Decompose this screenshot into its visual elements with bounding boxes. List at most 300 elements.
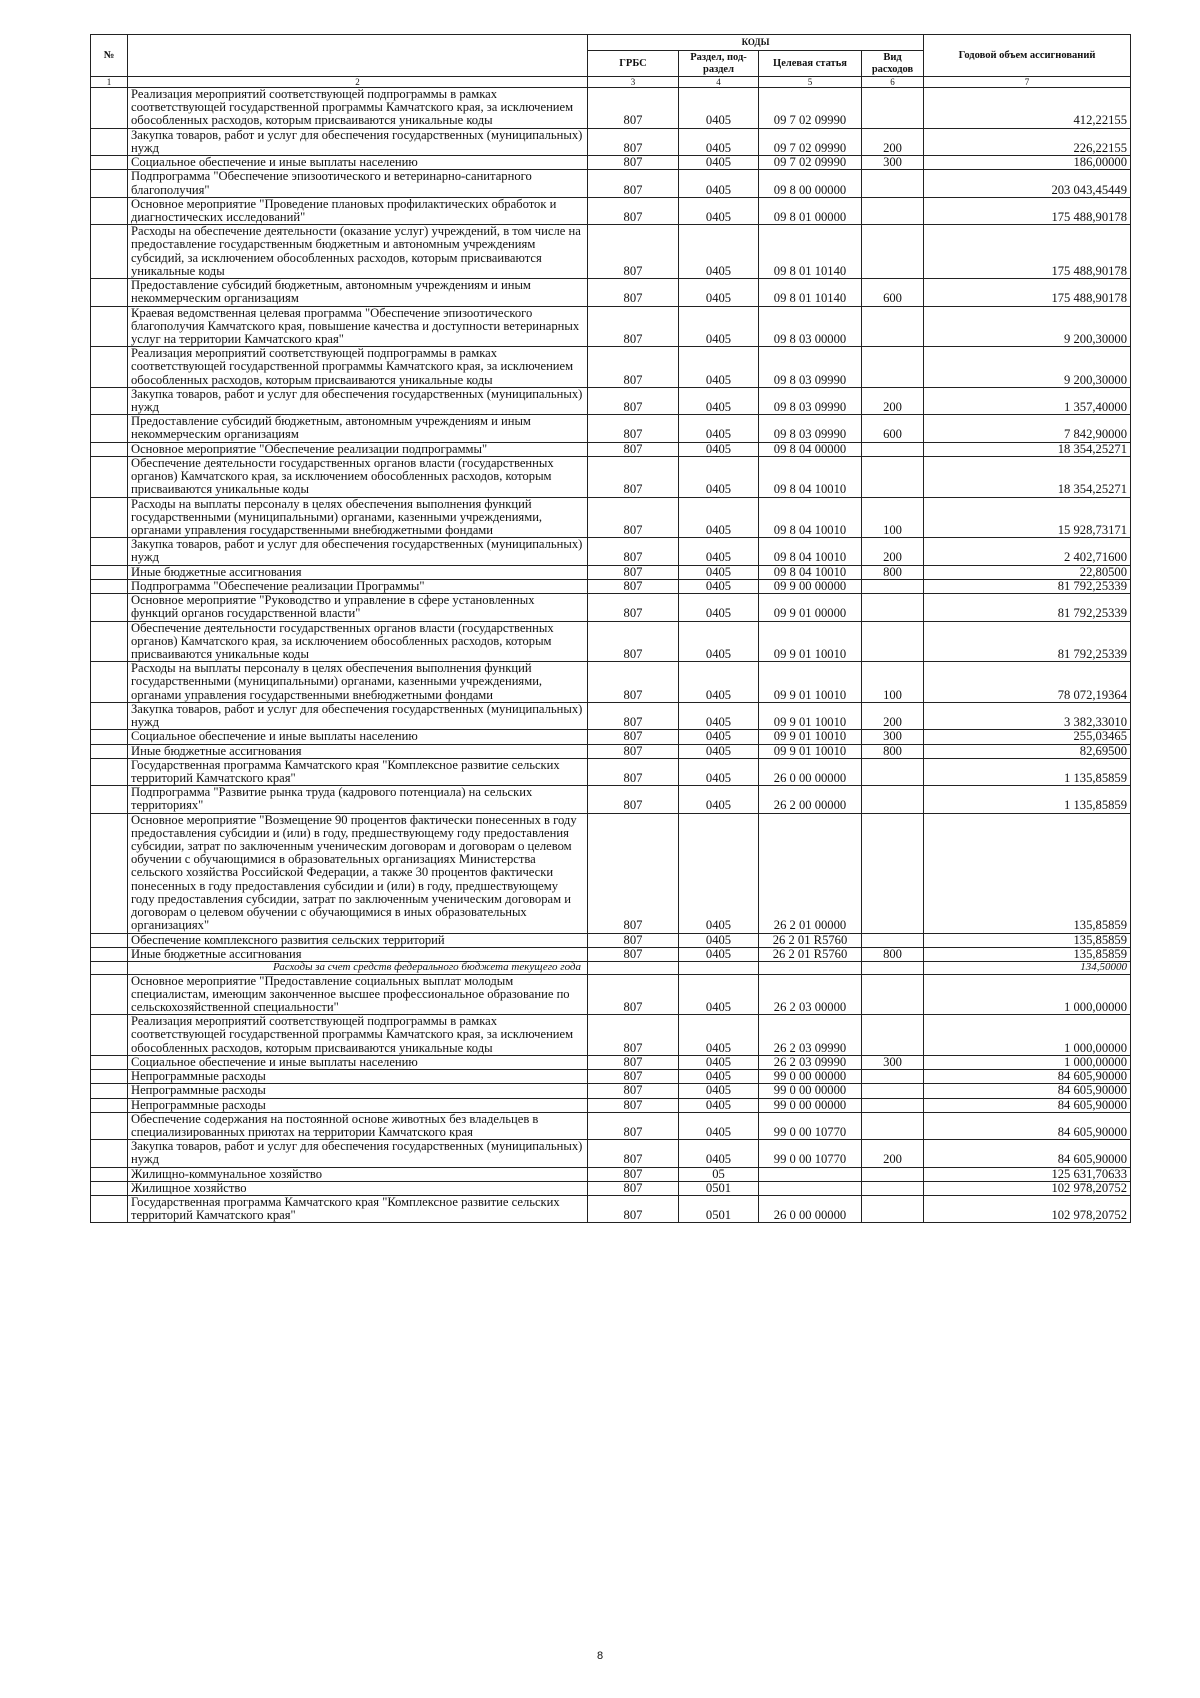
row-target-cell: 26 2 03 00000 — [759, 974, 862, 1015]
table-row — [91, 1098, 1131, 1112]
row-target-cell: 26 2 00 00000 — [759, 786, 862, 813]
row-type-cell: 300 — [862, 156, 924, 170]
row-name-cell: Закупка товаров, работ и услуг для обеспечения государственных (муниципальных) нужд — [128, 702, 588, 729]
row-grbs-cell: 807 — [588, 947, 679, 961]
row-target-cell: 26 2 01 00000 — [759, 813, 862, 933]
row-amount-cell: 18 354,25271 — [924, 456, 1131, 497]
page-number: 8 — [596, 1650, 604, 1662]
row-type-cell: 100 — [862, 662, 924, 703]
row-type-cell — [862, 1167, 924, 1181]
row-index-cell — [91, 387, 128, 414]
row-section-cell: 0405 — [679, 456, 759, 497]
row-index-cell — [91, 594, 128, 621]
row-name-cell: Основное мероприятие "Руководство и управление в сфере установленных функций органов государственной власти" — [128, 594, 588, 621]
row-amount-cell: 81 792,25339 — [924, 579, 1131, 593]
row-index-cell — [91, 1112, 128, 1139]
row-index-cell — [91, 1140, 128, 1167]
row-grbs-cell: 807 — [588, 442, 679, 456]
row-amount-cell: 15 928,73171 — [924, 497, 1131, 538]
row-index-cell — [91, 786, 128, 813]
row-name-cell: Подпрограмма "Обеспечение эпизоотического и ветеринарно-санитарного благополучия" — [128, 170, 588, 197]
row-type-cell: 600 — [862, 415, 924, 442]
row-section-cell: 0405 — [679, 813, 759, 933]
header-target: Целевая статья — [759, 51, 862, 77]
row-amount-cell: 102 978,20752 — [924, 1196, 1131, 1223]
row-grbs-cell: 807 — [588, 1055, 679, 1069]
row-type-cell — [862, 621, 924, 662]
row-section-cell: 0405 — [679, 538, 759, 565]
row-index-cell — [91, 347, 128, 388]
row-name-cell: Иные бюджетные ассигнования — [128, 947, 588, 961]
row-name-cell: Обеспечение содержания на постоянной основе животных без владельцев в специализированных приютах на территории Камчатского края — [128, 1112, 588, 1139]
row-type-cell: 200 — [862, 1140, 924, 1167]
row-amount-cell: 135,85859 — [924, 947, 1131, 961]
row-section-cell: 0501 — [679, 1196, 759, 1223]
row-section-cell: 0405 — [679, 594, 759, 621]
row-type-cell — [862, 1112, 924, 1139]
row-type-cell: 300 — [862, 1055, 924, 1069]
row-section-cell: 0405 — [679, 1084, 759, 1098]
row-section-cell: 0405 — [679, 88, 759, 129]
table-row — [91, 702, 1131, 729]
row-name-cell: Государственная программа Камчатского края "Комплексное развитие сельских территорий Камчатского края" — [128, 758, 588, 785]
row-grbs-cell: 807 — [588, 170, 679, 197]
row-amount-cell: 18 354,25271 — [924, 442, 1131, 456]
row-index-cell — [91, 538, 128, 565]
table-row — [91, 1112, 1131, 1139]
table-row — [91, 758, 1131, 785]
row-amount-cell: 1 000,00000 — [924, 1055, 1131, 1069]
row-grbs-cell: 807 — [588, 538, 679, 565]
row-amount-cell: 9 200,30000 — [924, 347, 1131, 388]
row-amount-cell: 203 043,45449 — [924, 170, 1131, 197]
row-target-cell: 09 9 00 00000 — [759, 579, 862, 593]
row-grbs-cell: 807 — [588, 1084, 679, 1098]
row-index-cell — [91, 813, 128, 933]
table-row — [91, 538, 1131, 565]
table-row — [91, 197, 1131, 224]
row-target-cell: 99 0 00 00000 — [759, 1084, 862, 1098]
row-target-cell: 09 9 01 00000 — [759, 594, 862, 621]
row-amount-cell: 102 978,20752 — [924, 1181, 1131, 1195]
row-grbs-cell: 807 — [588, 933, 679, 947]
row-section-cell: 0405 — [679, 197, 759, 224]
row-name-cell: Обеспечение деятельности государственных органов власти (государственных органов) Камчатского края, за исключением обособленных расходов, которым присваиваются уникальные коды — [128, 621, 588, 662]
table-row — [91, 744, 1131, 758]
row-section-cell: 0405 — [679, 1098, 759, 1112]
row-amount-cell: 2 402,71600 — [924, 538, 1131, 565]
table-body — [91, 88, 1131, 1223]
row-section-cell: 0405 — [679, 974, 759, 1015]
row-section-cell: 0405 — [679, 758, 759, 785]
row-amount-cell: 1 000,00000 — [924, 974, 1131, 1015]
row-target-cell: 09 8 03 00000 — [759, 306, 862, 347]
row-section-cell: 0405 — [679, 662, 759, 703]
table-row — [91, 947, 1131, 961]
row-target-cell: 09 8 01 00000 — [759, 197, 862, 224]
row-index-cell — [91, 1015, 128, 1056]
budget-table — [90, 34, 1131, 1223]
row-grbs-cell: 807 — [588, 306, 679, 347]
row-target-cell: 09 8 00 00000 — [759, 170, 862, 197]
row-name-cell: Основное мероприятие "Возмещение 90 процентов фактически понесенных в году предоставления субсидии и (или) в году, предшествующему году предоставления субсидии, затрат по заключенным ученическим договорам и договорам о целевом обучении с обучающимися в образовательных организациях Министерства сельского хозяйства Российской Федерации, а также 30 процентов фактически понесенных в году предоставления субсидии и (или) в году, предшествующему году предоставления субсидии, затрат по заключенным ученическим договорам и договорам о целевом обучении с обучающимися в иных образовательных организациях" — [128, 813, 588, 933]
row-name-cell: Закупка товаров, работ и услуг для обеспечения государственных (муниципальных) нужд — [128, 538, 588, 565]
row-grbs-cell — [588, 962, 679, 975]
row-name-cell: Реализация мероприятий соответствующей подпрограммы в рамках соответствующей государственной программы Камчатского края, за исключением обособленных расходов, которым присваиваются уникальные коды — [128, 347, 588, 388]
row-amount-cell: 9 200,30000 — [924, 306, 1131, 347]
row-type-cell — [862, 1181, 924, 1195]
row-amount-cell: 175 488,90178 — [924, 197, 1131, 224]
row-amount-cell: 82,69500 — [924, 744, 1131, 758]
row-amount-cell: 84 605,90000 — [924, 1112, 1131, 1139]
row-grbs-cell: 807 — [588, 1140, 679, 1167]
row-name-cell: Иные бюджетные ассигнования — [128, 565, 588, 579]
row-grbs-cell: 807 — [588, 813, 679, 933]
row-target-cell: 09 8 04 10010 — [759, 456, 862, 497]
table-row — [91, 1084, 1131, 1098]
row-grbs-cell: 807 — [588, 702, 679, 729]
row-amount-cell: 81 792,25339 — [924, 594, 1131, 621]
row-amount-cell: 3 382,33010 — [924, 702, 1131, 729]
row-type-cell: 200 — [862, 128, 924, 155]
row-target-cell: 09 8 04 10010 — [759, 497, 862, 538]
row-grbs-cell: 807 — [588, 347, 679, 388]
row-index-cell — [91, 947, 128, 961]
row-target-cell: 26 2 03 09990 — [759, 1015, 862, 1056]
row-target-cell: 09 8 04 10010 — [759, 565, 862, 579]
row-target-cell: 09 8 04 10010 — [759, 538, 862, 565]
row-index-cell — [91, 962, 128, 975]
table-row — [91, 1055, 1131, 1069]
row-grbs-cell: 807 — [588, 662, 679, 703]
table-row — [91, 662, 1131, 703]
row-type-cell — [862, 933, 924, 947]
row-index-cell — [91, 1070, 128, 1084]
row-name-cell: Жилищное хозяйство — [128, 1181, 588, 1195]
row-name-cell: Расходы на обеспечение деятельности (оказание услуг) учреждений, в том числе на предоставление государственным бюджетным и автономным учреждениям субсидий, за исключением обособленных расходов, которым присваиваются уникальные коды — [128, 225, 588, 279]
row-grbs-cell: 807 — [588, 156, 679, 170]
row-section-cell: 0405 — [679, 744, 759, 758]
row-name-cell: Краевая ведомственная целевая программа "Обеспечение эпизоотического благополучия Камчатского края, повышение качества и доступности ветеринарных услуг на территории Камчатского края" — [128, 306, 588, 347]
row-grbs-cell: 807 — [588, 1167, 679, 1181]
row-index-cell — [91, 579, 128, 593]
row-section-cell: 0405 — [679, 1140, 759, 1167]
row-grbs-cell: 807 — [588, 197, 679, 224]
row-grbs-cell: 807 — [588, 621, 679, 662]
row-type-cell: 200 — [862, 387, 924, 414]
row-type-cell — [862, 1084, 924, 1098]
row-type-cell: 300 — [862, 730, 924, 744]
row-section-cell: 0405 — [679, 933, 759, 947]
row-index-cell — [91, 565, 128, 579]
row-index-cell — [91, 456, 128, 497]
row-target-cell: 99 0 00 00000 — [759, 1070, 862, 1084]
table-header — [91, 35, 1131, 88]
row-name-cell: Реализация мероприятий соответствующей подпрограммы в рамках соответствующей государственной программы Камчатского края, за исключением обособленных расходов, которым присваиваются уникальные коды — [128, 1015, 588, 1056]
row-amount-cell: 134,50000 — [924, 962, 1131, 975]
row-target-cell: 09 9 01 10010 — [759, 702, 862, 729]
row-name-cell: Непрограммные расходы — [128, 1070, 588, 1084]
row-name-cell: Основное мероприятие "Проведение плановых профилактических обработок и диагностических исследований" — [128, 197, 588, 224]
row-section-cell: 0405 — [679, 702, 759, 729]
row-section-cell: 0405 — [679, 730, 759, 744]
row-grbs-cell: 807 — [588, 758, 679, 785]
row-type-cell — [862, 1098, 924, 1112]
row-target-cell: 09 8 01 10140 — [759, 225, 862, 279]
row-type-cell: 600 — [862, 279, 924, 306]
row-index-cell — [91, 225, 128, 279]
row-section-cell: 0405 — [679, 225, 759, 279]
row-type-cell — [862, 813, 924, 933]
row-amount-cell: 226,22155 — [924, 128, 1131, 155]
row-target-cell — [759, 962, 862, 975]
row-name-cell: Расходы на выплаты персоналу в целях обеспечения выполнения функций государственными (муниципальными) органами, казенными учреждениями, органами управления государственными внебюджетными фондами — [128, 662, 588, 703]
row-index-cell — [91, 1167, 128, 1181]
row-index-cell — [91, 1181, 128, 1195]
row-target-cell: 99 0 00 00000 — [759, 1098, 862, 1112]
row-name-cell: Жилищно-коммунальное хозяйство — [128, 1167, 588, 1181]
row-name-cell: Непрограммные расходы — [128, 1084, 588, 1098]
row-amount-cell: 175 488,90178 — [924, 279, 1131, 306]
row-index-cell — [91, 1196, 128, 1223]
row-name-cell: Государственная программа Камчатского края "Комплексное развитие сельских территорий Камчатского края" — [128, 1196, 588, 1223]
row-type-cell — [862, 170, 924, 197]
row-grbs-cell: 807 — [588, 1112, 679, 1139]
table-row — [91, 974, 1131, 1015]
row-grbs-cell: 807 — [588, 730, 679, 744]
row-name-cell: Закупка товаров, работ и услуг для обеспечения государственных (муниципальных) нужд — [128, 1140, 588, 1167]
row-section-cell: 0405 — [679, 347, 759, 388]
row-grbs-cell: 807 — [588, 279, 679, 306]
row-grbs-cell: 807 — [588, 1181, 679, 1195]
row-index-cell — [91, 702, 128, 729]
row-type-cell — [862, 442, 924, 456]
row-name-cell: Расходы на выплаты персоналу в целях обеспечения выполнения функций государственными (муниципальными) органами, казенными учреждениями, органами управления государственными внебюджетными фондами — [128, 497, 588, 538]
row-name-cell: Иные бюджетные ассигнования — [128, 744, 588, 758]
row-grbs-cell: 807 — [588, 415, 679, 442]
row-type-cell — [862, 347, 924, 388]
row-index-cell — [91, 744, 128, 758]
table-row — [91, 1196, 1131, 1223]
row-grbs-cell: 807 — [588, 128, 679, 155]
row-type-cell: 800 — [862, 947, 924, 961]
table-row — [91, 594, 1131, 621]
row-target-cell: 09 8 03 09990 — [759, 415, 862, 442]
row-amount-cell: 1 357,40000 — [924, 387, 1131, 414]
header-num-5: 5 — [759, 77, 862, 88]
row-target-cell: 99 0 00 10770 — [759, 1112, 862, 1139]
row-amount-cell: 84 605,90000 — [924, 1070, 1131, 1084]
row-grbs-cell: 807 — [588, 1015, 679, 1056]
table-row — [91, 88, 1131, 129]
row-target-cell: 26 0 00 00000 — [759, 758, 862, 785]
row-index-cell — [91, 974, 128, 1015]
row-grbs-cell: 807 — [588, 744, 679, 758]
row-name-cell: Основное мероприятие "Обеспечение реализации подпрограммы" — [128, 442, 588, 456]
row-index-cell — [91, 497, 128, 538]
row-amount-cell: 186,00000 — [924, 156, 1131, 170]
row-type-cell — [862, 1015, 924, 1056]
row-index-cell — [91, 662, 128, 703]
table-row — [91, 786, 1131, 813]
row-grbs-cell: 807 — [588, 565, 679, 579]
row-target-cell: 26 2 01 R5760 — [759, 933, 862, 947]
table-row — [91, 156, 1131, 170]
row-type-cell — [862, 1070, 924, 1084]
row-target-cell: 09 7 02 09990 — [759, 128, 862, 155]
row-index-cell — [91, 279, 128, 306]
row-type-cell — [862, 306, 924, 347]
header-num-4: 4 — [679, 77, 759, 88]
row-section-cell: 0405 — [679, 1070, 759, 1084]
row-section-cell: 0405 — [679, 565, 759, 579]
row-section-cell: 0405 — [679, 497, 759, 538]
row-name-cell: Обеспечение деятельности государственных органов власти (государственных органов) Камчатского края, за исключением обособленных расходов, которым присваиваются уникальные коды — [128, 456, 588, 497]
row-grbs-cell: 807 — [588, 387, 679, 414]
row-index-cell — [91, 1098, 128, 1112]
row-section-cell: 0405 — [679, 170, 759, 197]
row-amount-cell: 1 135,85859 — [924, 786, 1131, 813]
row-index-cell — [91, 88, 128, 129]
row-type-cell — [862, 758, 924, 785]
table-row — [91, 170, 1131, 197]
table-row — [91, 279, 1131, 306]
table-row — [91, 442, 1131, 456]
row-name-cell: Закупка товаров, работ и услуг для обеспечения государственных (муниципальных) нужд — [128, 387, 588, 414]
row-name-cell: Реализация мероприятий соответствующей подпрограммы в рамках соответствующей государственной программы Камчатского края, за исключением обособленных расходов, которым присваиваются уникальные коды — [128, 88, 588, 129]
row-type-cell: 800 — [862, 744, 924, 758]
header-grbs: ГРБС — [588, 51, 679, 77]
row-grbs-cell: 807 — [588, 594, 679, 621]
row-type-cell — [862, 225, 924, 279]
header-num-2: 2 — [128, 77, 588, 88]
row-section-cell: 0405 — [679, 156, 759, 170]
row-name-cell: Социальное обеспечение и иные выплаты населению — [128, 1055, 588, 1069]
row-type-cell — [862, 197, 924, 224]
table-row — [91, 962, 1131, 975]
row-section-cell: 0405 — [679, 387, 759, 414]
table-row — [91, 1167, 1131, 1181]
row-grbs-cell: 807 — [588, 225, 679, 279]
row-name-cell: Обеспечение комплексного развития сельских территорий — [128, 933, 588, 947]
header-amount: Годовой объем ассигнований — [924, 35, 1131, 77]
row-amount-cell: 1 135,85859 — [924, 758, 1131, 785]
table-row — [91, 1070, 1131, 1084]
row-amount-cell: 255,03465 — [924, 730, 1131, 744]
row-target-cell: 09 9 01 10010 — [759, 744, 862, 758]
row-target-cell: 26 2 03 09990 — [759, 1055, 862, 1069]
header-num-1: 1 — [91, 77, 128, 88]
row-name-cell: Подпрограмма "Развитие рынка труда (кадрового потенциала) на сельских территориях" — [128, 786, 588, 813]
table-row — [91, 225, 1131, 279]
row-type-cell: 200 — [862, 702, 924, 729]
table-row — [91, 128, 1131, 155]
row-index-cell — [91, 306, 128, 347]
table-row — [91, 933, 1131, 947]
table-row — [91, 306, 1131, 347]
table-row — [91, 730, 1131, 744]
row-grbs-cell: 807 — [588, 88, 679, 129]
row-section-cell: 0405 — [679, 442, 759, 456]
row-amount-cell: 135,85859 — [924, 933, 1131, 947]
row-section-cell: 0405 — [679, 128, 759, 155]
row-type-cell — [862, 579, 924, 593]
header-number-row — [91, 77, 1131, 88]
header-exptype: Вид расходов — [862, 51, 924, 77]
row-name-cell: Основное мероприятие "Предоставление социальных выплат молодым специалистам, имеющим законченное высшее профессиональное образование по сельскохозяйственной специальности" — [128, 974, 588, 1015]
row-type-cell — [862, 1196, 924, 1223]
row-name-cell: Подпрограмма "Обеспечение реализации Программы" — [128, 579, 588, 593]
row-section-cell: 0405 — [679, 1055, 759, 1069]
row-target-cell: 09 8 03 09990 — [759, 387, 862, 414]
row-name-cell: Социальное обеспечение и иные выплаты населению — [128, 156, 588, 170]
row-amount-cell: 175 488,90178 — [924, 225, 1131, 279]
table-row — [91, 579, 1131, 593]
row-index-cell — [91, 933, 128, 947]
header-section: Раздел, под-раздел — [679, 51, 759, 77]
row-type-cell — [862, 786, 924, 813]
table-row — [91, 456, 1131, 497]
table-row — [91, 813, 1131, 933]
row-target-cell: 26 2 01 R5760 — [759, 947, 862, 961]
row-target-cell: 99 0 00 10770 — [759, 1140, 862, 1167]
row-amount-cell: 22,80500 — [924, 565, 1131, 579]
row-section-cell: 0405 — [679, 786, 759, 813]
row-amount-cell: 84 605,90000 — [924, 1140, 1131, 1167]
row-section-cell: 0501 — [679, 1181, 759, 1195]
row-index-cell — [91, 170, 128, 197]
row-section-cell: 0405 — [679, 579, 759, 593]
row-index-cell — [91, 1055, 128, 1069]
row-grbs-cell: 807 — [588, 579, 679, 593]
row-name-cell: Социальное обеспечение и иные выплаты населению — [128, 730, 588, 744]
row-type-cell — [862, 456, 924, 497]
row-target-cell — [759, 1181, 862, 1195]
row-section-cell: 0405 — [679, 279, 759, 306]
row-type-cell: 200 — [862, 538, 924, 565]
row-target-cell: 09 9 01 10010 — [759, 621, 862, 662]
row-type-cell — [862, 88, 924, 129]
header-num-7: 7 — [924, 77, 1131, 88]
row-type-cell — [862, 962, 924, 975]
table-row — [91, 1015, 1131, 1056]
row-name-cell: Непрограммные расходы — [128, 1098, 588, 1112]
row-type-cell: 800 — [862, 565, 924, 579]
row-section-cell: 0405 — [679, 415, 759, 442]
row-section-cell: 0405 — [679, 306, 759, 347]
table-row — [91, 621, 1131, 662]
row-name-cell: Закупка товаров, работ и услуг для обеспечения государственных (муниципальных) нужд — [128, 128, 588, 155]
row-type-cell — [862, 974, 924, 1015]
table-row — [91, 1140, 1131, 1167]
row-type-cell — [862, 594, 924, 621]
row-amount-cell: 7 842,90000 — [924, 415, 1131, 442]
row-grbs-cell: 807 — [588, 1098, 679, 1112]
row-name-cell: Расходы за счет средств федерального бюджета текущего года — [128, 962, 588, 975]
row-amount-cell: 84 605,90000 — [924, 1084, 1131, 1098]
row-index-cell — [91, 128, 128, 155]
row-grbs-cell: 807 — [588, 1070, 679, 1084]
row-index-cell — [91, 442, 128, 456]
row-index-cell — [91, 730, 128, 744]
row-amount-cell: 78 072,19364 — [924, 662, 1131, 703]
row-section-cell: 0405 — [679, 947, 759, 961]
row-grbs-cell: 807 — [588, 1196, 679, 1223]
row-grbs-cell: 807 — [588, 786, 679, 813]
row-index-cell — [91, 415, 128, 442]
table-row — [91, 415, 1131, 442]
row-amount-cell: 81 792,25339 — [924, 621, 1131, 662]
